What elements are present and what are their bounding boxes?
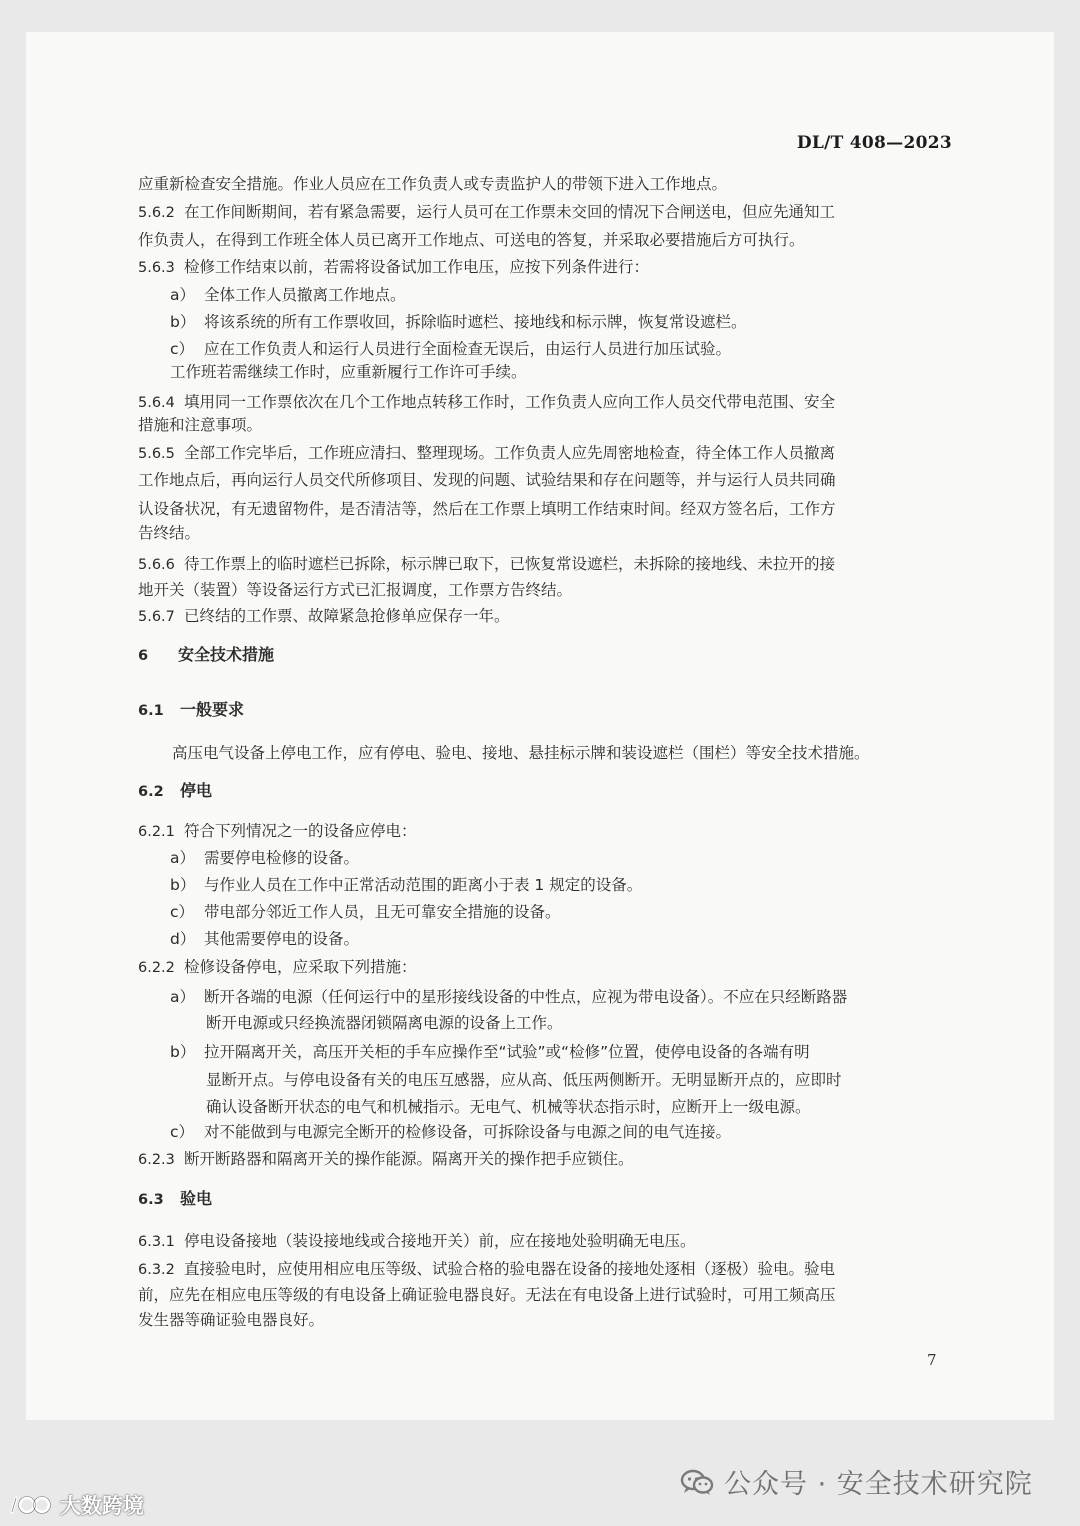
clause-number: 5.6.2 — [138, 205, 175, 221]
clause-5-6-2: 5.6.2 在工作间断期间，若有紧急需要，运行人员可在工作票未交回的情况下合闸送电，但应先通知工 — [138, 200, 954, 225]
clause-number: 6.2.2 — [138, 960, 175, 976]
text-line: 应重新检查安全措施。作业人员应在工作负责人或专责监护人的带领下进入工作地点。 — [138, 175, 728, 193]
section-number: 6.3 — [138, 1192, 164, 1208]
text-line: 告终结。 — [138, 524, 201, 542]
clause-6-3-2: 6.3.2 直接验电时，应使用相应电压等级、试验合格的验电器在设备的接地处逐相（逐极）验电。验电 — [138, 1257, 954, 1282]
text-line: 高压电气设备上停电工作，应有停电、验电、接地、悬挂标示牌和装设遮栏（围栏）等安全技术措施。 — [172, 744, 870, 762]
text-line: 工作班若需继续工作时，应重新履行工作许可手续。 — [170, 363, 527, 381]
clause-6-2-1: 6.2.1 符合下列情况之一的设备应停电： — [138, 819, 954, 844]
clause-5-6-6: 5.6.6 待工作票上的临时遮栏已拆除，标示牌已取下，已恢复常设遮栏，未拆除的接地线、未拉开的接 — [138, 552, 954, 577]
clause-5-6-7: 5.6.7 已终结的工作票、故障紧急抢修单应保存一年。 — [138, 604, 954, 629]
document-code: DL/T 408—2023 — [796, 133, 952, 153]
clause-6-3-1: 6.3.1 停电设备接地（装设接地线或合接地开关）前，应在接地处验明确无电压。 — [138, 1229, 954, 1254]
logo-icon — [8, 1492, 56, 1518]
text-line: 认设备状况，有无遗留物件，是否清洁等，然后在工作票上填明工作结束时间。经双方签名后，工作方 — [138, 500, 836, 518]
list-item: a） 全体工作人员撤离工作地点。 — [170, 286, 406, 304]
clause-number: 6.2.3 — [138, 1152, 175, 1168]
list-item: c） 带电部分邻近工作人员，且无可靠安全措施的设备。 — [170, 903, 561, 921]
clause-number: 5.6.7 — [138, 609, 175, 625]
clause-6-2-2: 6.2.2 检修设备停电，应采取下列措施： — [138, 955, 954, 980]
clause-number: 5.6.3 — [138, 260, 175, 276]
wechat-icon — [680, 1468, 714, 1496]
subsection-heading-6-3: 6.3 验电 — [138, 1187, 954, 1212]
subsection-heading-6-2: 6.2 停电 — [138, 779, 954, 804]
page-number: 7 — [927, 1351, 937, 1369]
subsection-heading-6-1: 6.1 一般要求 — [138, 698, 954, 723]
list-item: b） 与作业人员在工作中正常活动范围的距离小于表 1 规定的设备。 — [170, 876, 643, 894]
clause-number: 5.6.6 — [138, 557, 175, 573]
text-line: 地开关（装置）等设备运行方式已汇报调度，工作票方告终结。 — [138, 581, 573, 599]
clause-number: 6.3.2 — [138, 1262, 175, 1278]
text-line: 前，应先在相应电压等级的有电设备上确证验电器良好。无法在有电设备上进行试验时，可用工频高压 — [138, 1286, 836, 1304]
list-item: d） 其他需要停电的设备。 — [170, 930, 360, 948]
section-heading-6: 6 安全技术措施 — [138, 643, 954, 668]
list-item: b） 拉开隔离开关，高压开关柜的手车应操作至“试验”或“检修”位置，使停电设备的各端有明 — [170, 1043, 810, 1061]
wechat-account-name: 公众号 · 安全技术研究院 — [724, 1469, 1033, 1500]
clause-6-2-3: 6.2.3 断开断路器和隔离开关的操作能源。隔离开关的操作把手应锁住。 — [138, 1147, 954, 1172]
wechat-watermark — [680, 1462, 1033, 1501]
list-item: a） 需要停电检修的设备。 — [170, 849, 360, 867]
text-line: 发生器等确证验电器良好。 — [138, 1311, 325, 1329]
text-line: 确认设备断开状态的电气和机械指示。无电气、机械等状态指示时，应断开上一级电源。 — [206, 1098, 811, 1116]
text-line: 显断开点。与停电设备有关的电压互感器，应从高、低压两侧断开。无明显断开点的，应即时 — [206, 1071, 842, 1089]
list-item: a） 断开各端的电源（任何运行中的星形接线设备的中性点，应视为带电设备）。不应在只经断路器 — [170, 988, 848, 1006]
list-item: c） 应在工作负责人和运行人员进行全面检查无误后，由运行人员进行加压试验。 — [170, 340, 732, 358]
section-number: 6.2 — [138, 784, 164, 800]
list-item: c） 对不能做到与电源完全断开的检修设备，可拆除设备与电源之间的电气连接。 — [170, 1123, 732, 1141]
list-item: b） 将该系统的所有工作票收回，拆除临时遮栏、接地线和标示牌，恢复常设遮栏。 — [170, 313, 747, 331]
clause-number: 6.2.1 — [138, 824, 175, 840]
clause-number: 5.6.5 — [138, 446, 175, 462]
text-line: 作负责人，在得到工作班全体人员已离开工作地点、可送电的答复，并采取必要措施后方可执行。 — [138, 231, 805, 249]
clause-5-6-5: 5.6.5 全部工作完毕后，工作班应清扫、整理现场。工作负责人应先周密地检查，待全体工作人员撤离 — [138, 441, 954, 466]
text-line: 断开电源或只经换流器闭锁隔离电源的设备上工作。 — [206, 1014, 563, 1032]
section-number: 6.1 — [138, 703, 164, 719]
clause-5-6-3: 5.6.3 检修工作结束以前，若需将设备试加工作电压，应按下列条件进行： — [138, 255, 954, 280]
clause-number: 5.6.4 — [138, 395, 175, 411]
text-line: 措施和注意事项。 — [138, 416, 263, 434]
text-line: 工作地点后，再向运行人员交代所修项目、发现的问题、试验结果和存在问题等，并与运行人员共同确 — [138, 471, 836, 489]
section-number: 6 — [138, 648, 149, 664]
clause-number: 6.3.1 — [138, 1234, 175, 1250]
brand-watermark — [8, 1490, 144, 1520]
brand-name: 大数跨境 — [60, 1494, 144, 1518]
clause-5-6-4: 5.6.4 填用同一工作票依次在几个工作地点转移工作时，工作负责人应向工作人员交代带电范围、安全 — [138, 390, 954, 415]
